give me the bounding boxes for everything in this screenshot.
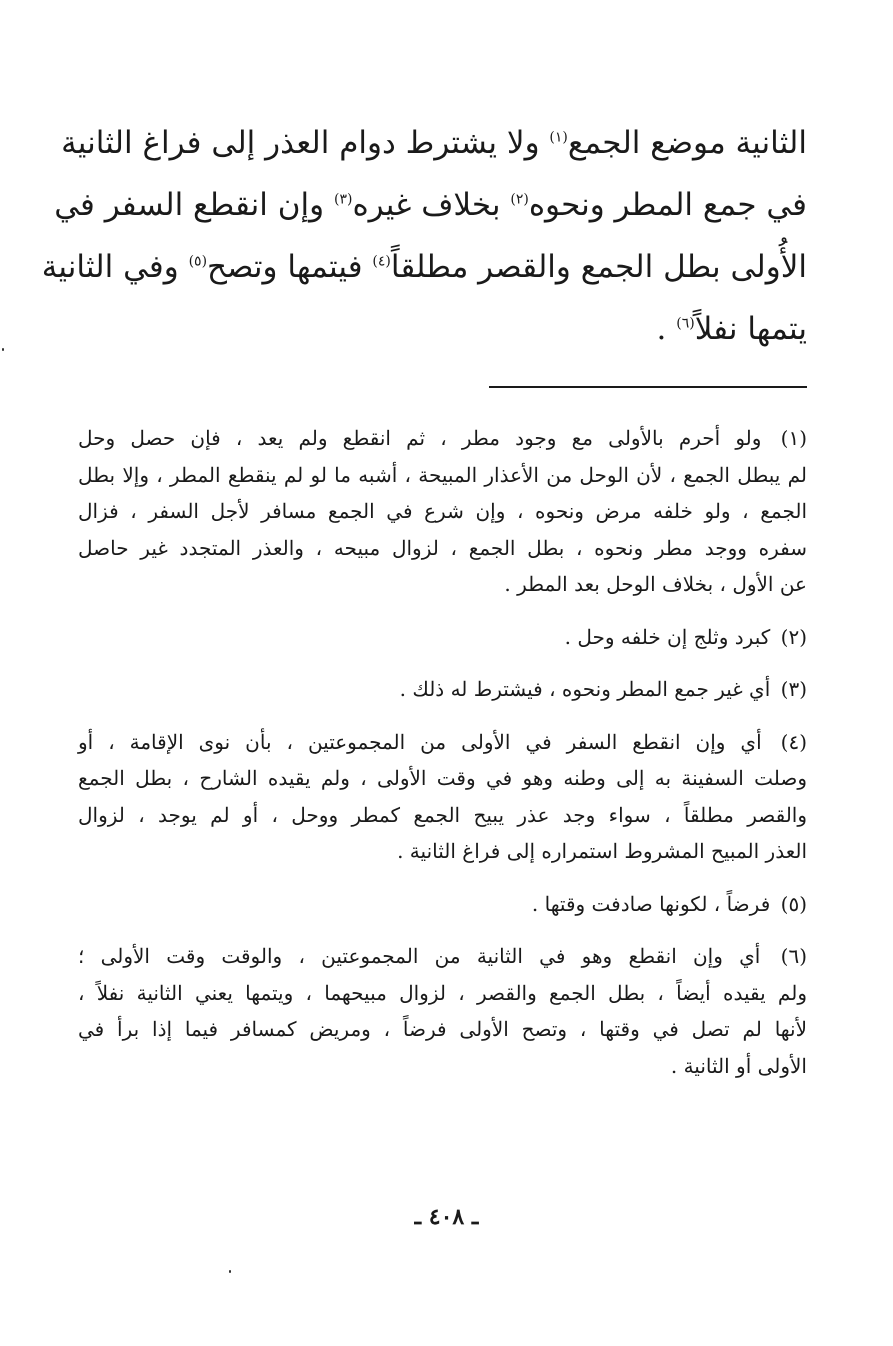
footnote-3	[78, 671, 807, 708]
footnote-line: الجمع ، ولو خلفه مرض ونحوه ، وإن شرع في الجمع مسافر لأجل السفر ، فزال	[78, 499, 807, 523]
page-number: ـ ٤٠٨ ـ	[414, 1204, 479, 1230]
main-line-text: وإن انقطع السفر في	[54, 187, 334, 223]
footnote-4	[78, 724, 807, 870]
footnote-number: (٣)	[780, 677, 807, 701]
footnote-marker[interactable]: (٢)	[510, 191, 529, 208]
footnote-text: أي غير جمع المطر ونحوه ، فيشترط له ذلك .	[399, 677, 771, 701]
footnote-line	[78, 420, 807, 457]
footnote-marker[interactable]: (١)	[549, 129, 568, 146]
footnote-marker[interactable]: (٤)	[372, 253, 391, 270]
main-line-text: وفي الثانية	[41, 249, 189, 285]
footnote-divider	[489, 386, 807, 388]
main-line	[78, 298, 807, 360]
footnote-marker[interactable]: (٥)	[188, 253, 208, 270]
main-line	[54, 174, 807, 236]
footnote-line: لم يبطل الجمع ، لأن الوحل من الأعذار المبيحة ، أشبه ما لو لم ينقطع المطر ، وإلا بطل	[78, 462, 808, 487]
footnote-line: والقصر مطلقاً ، سواء وجد عذر يبيح الجمع كمطر ووحل ، أو لم يوجد ، لزوال	[78, 802, 808, 827]
footnote-number: (٢)	[780, 624, 807, 649]
main-line-text: بخلاف غيره	[352, 187, 511, 223]
footnote-line: ولم يقيده أيضاً ، بطل الجمع والقصر ، لزوال مبيحهما ، ويتمها يعني الثانية نفلاً ،	[78, 980, 807, 1005]
footnote-number: (٦)	[780, 944, 807, 968]
main-line-text: يتمها نفلاً	[694, 311, 807, 347]
footnotes-section	[78, 420, 807, 1100]
footnote-marker[interactable]: (٣)	[333, 191, 353, 208]
main-line-text: فيتمها وتصح	[207, 249, 373, 285]
footnote-line: عن الأول ، بخلاف الوحل بعد المطر .	[504, 572, 807, 596]
footnote-text: أي وإن انقطع وهو في الثانية من المجموعتين ، والوقت وقت الأولى ؛	[78, 944, 761, 968]
footnote-number: (١)	[780, 426, 808, 450]
footnote-5	[78, 886, 807, 923]
footnote-1	[78, 420, 807, 603]
footnote-text: أي وإن انقطع السفر في الأولى من المجموعتين ، بأن نوى الإقامة ، أو	[78, 729, 762, 754]
footnote-line	[78, 671, 807, 708]
footnote-6	[78, 938, 807, 1084]
footnote-number: (٥)	[780, 891, 807, 916]
footnote-text: ولو أحرم بالأولى مع وجود مطر ، ثم انقطع ولم يعد ، فإن حصل وحل	[78, 426, 762, 450]
footnote-line: سفره ووجد مطر ونحوه ، بطل الجمع ، لزوال مبيحه ، والعذر المتجدد غير حاصل	[78, 535, 807, 560]
main-line-text: ولا يشترط دوام العذر إلى فراغ الثانية	[61, 125, 550, 161]
main-line	[61, 112, 807, 174]
footnote-text: كبرد وثلج إن خلفه وحل .	[564, 624, 771, 649]
footnote-line: وصلت السفينة به إلى وطنه وهو في وقت الأولى ، ولم يقيده الشارح ، بطل الجمع	[78, 766, 807, 790]
footnote-line: لأنها لم تصل في وقتها ، وتصح الأولى فرضاً ، ومريض كمسافر فيما إذا برأ في	[78, 1017, 807, 1041]
footnote-line	[78, 724, 807, 761]
footnote-number: (٤)	[780, 729, 807, 754]
main-line-text: الثانية موضع الجمع	[567, 125, 807, 161]
scan-speck	[2, 348, 4, 351]
footnote-marker[interactable]: (٦)	[676, 315, 695, 332]
main-line-text: في جمع المطر ونحوه	[528, 187, 807, 223]
footnote-line	[78, 619, 807, 656]
scan-speck	[229, 1270, 231, 1273]
footnote-line	[78, 886, 807, 923]
main-line-text: .	[656, 311, 677, 347]
footnote-line	[78, 938, 807, 975]
footnote-text: فرضاً ، لكونها صادفت وقتها .	[531, 891, 771, 916]
main-line	[41, 236, 807, 298]
main-line-text: الأُولى بطل الجمع والقصر مطلقاً	[390, 249, 807, 285]
footnote-line: العذر المبيح المشروط استمراره إلى فراغ الثانية .	[397, 839, 807, 863]
main-text	[41, 112, 807, 360]
footnote-2	[78, 619, 807, 656]
footnote-line: الأولى أو الثانية .	[670, 1053, 807, 1078]
